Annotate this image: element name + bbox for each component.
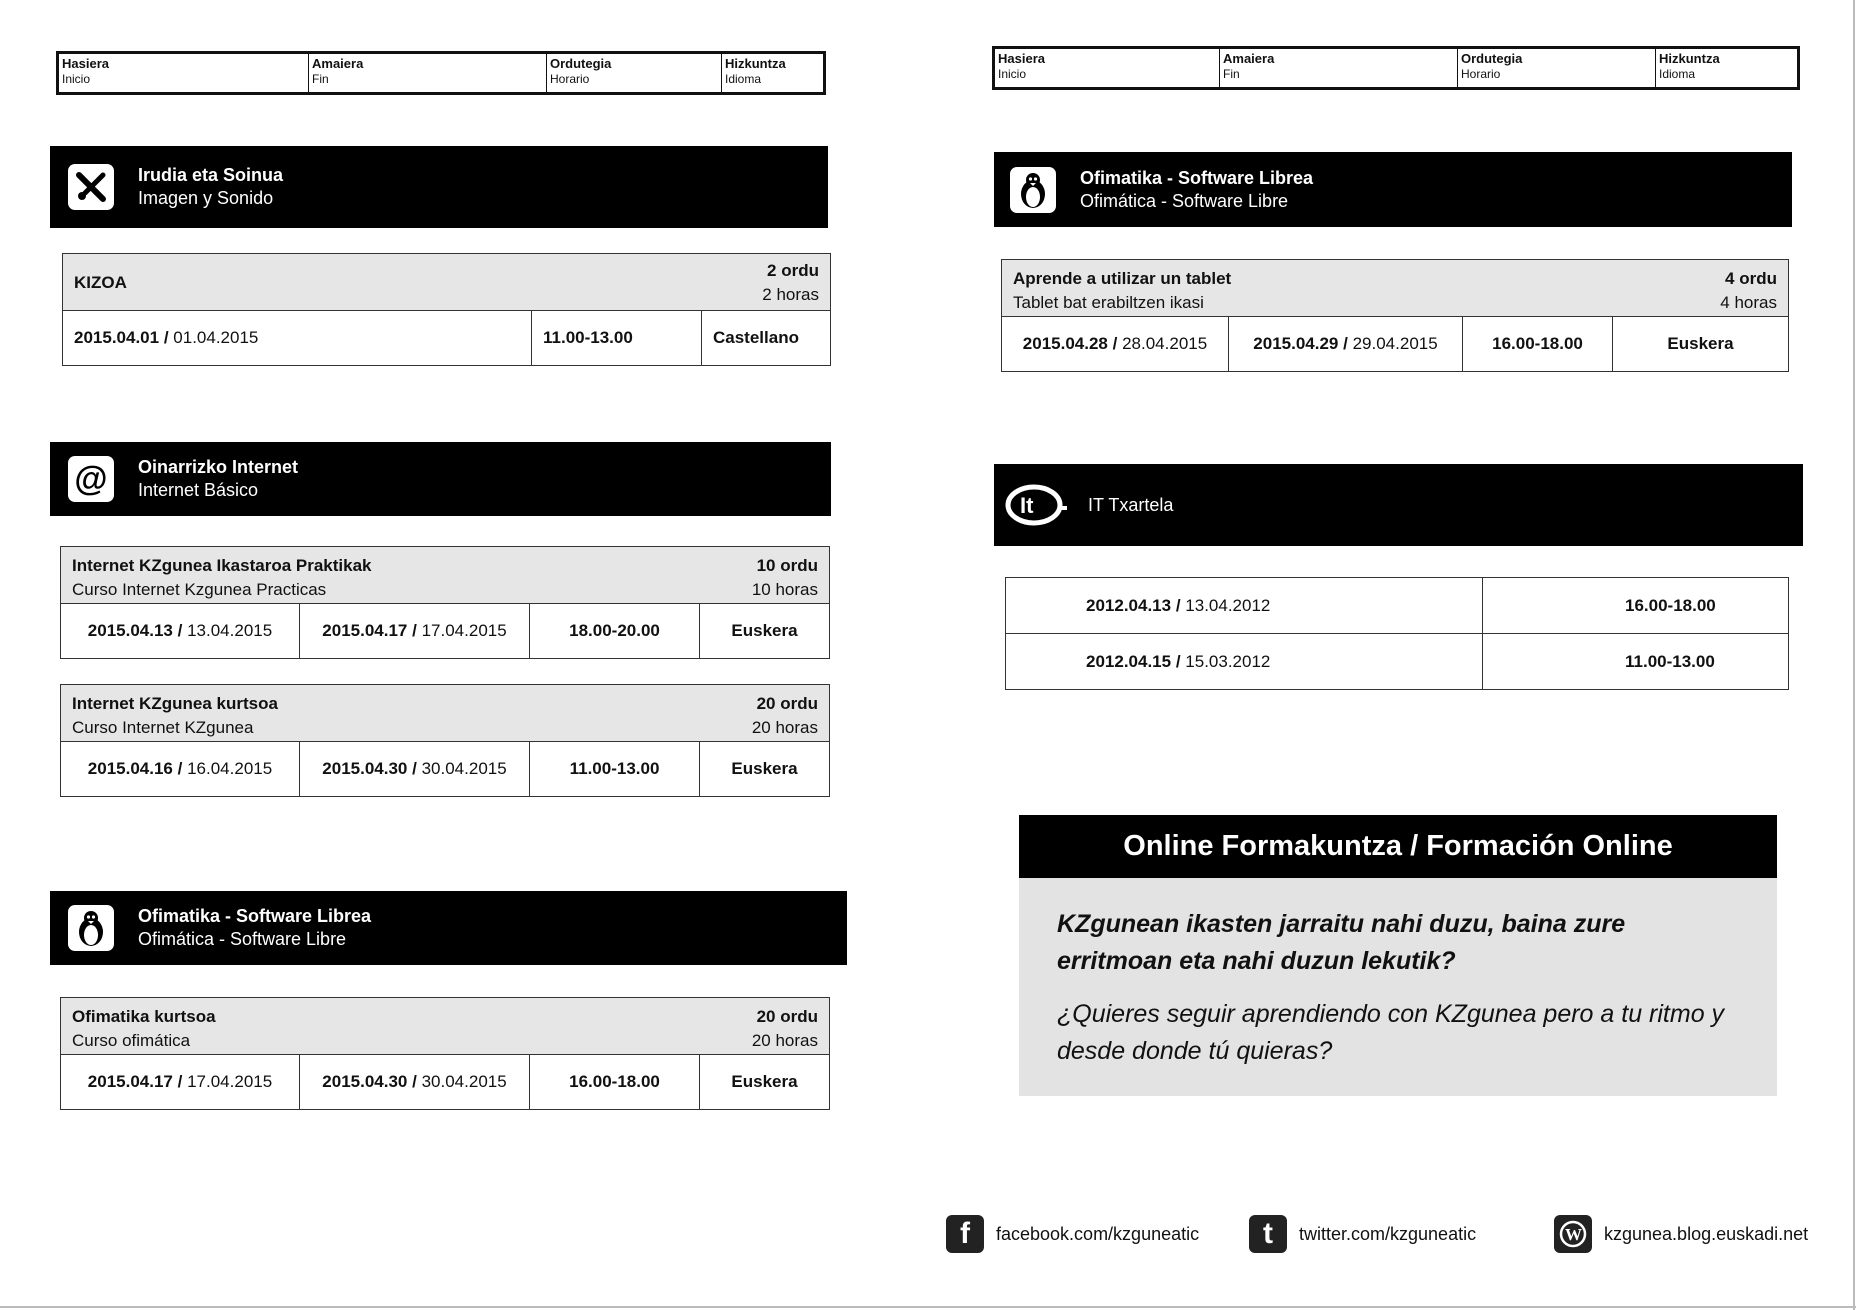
- end-date-eu: 2015.04.29: [1253, 334, 1339, 353]
- end-date-eu: 2015.04.17: [322, 621, 408, 640]
- exam-date-es: 13.04.2012: [1185, 595, 1271, 615]
- start-date-eu: 2015.04.16: [87, 759, 173, 778]
- start-date-es: 01.04.2015: [173, 328, 259, 347]
- linux-penguin-icon: [68, 905, 114, 951]
- facebook-link[interactable]: [946, 1215, 1199, 1253]
- course-language: Castellano: [701, 311, 830, 365]
- start-date-eu: 2015.04.17: [87, 1072, 173, 1091]
- it-txartela-table: [1005, 577, 1789, 690]
- end-date-es: 30.04.2015: [421, 759, 507, 778]
- date-separator: /: [1175, 595, 1181, 615]
- course-header: [61, 998, 829, 1055]
- start-date-es: 17.04.2015: [187, 1072, 273, 1091]
- date-separator: /: [177, 621, 183, 640]
- course-hours-eu: 2 ordu: [767, 261, 819, 280]
- course-hours-es: 2 horas: [762, 285, 819, 304]
- section-title-eu: Irudia eta Soinua: [138, 165, 284, 185]
- schedule-time: 11.00-13.00: [529, 742, 699, 796]
- end-date: [299, 604, 529, 658]
- legend-end: [1219, 49, 1457, 87]
- section-header-internet: [50, 442, 831, 516]
- exam-date-eu: 2012.04.13: [1086, 595, 1172, 615]
- legend-schedule: [546, 54, 721, 92]
- course-title-es: Curso Internet KZgunea: [72, 718, 254, 737]
- date-separator: /: [412, 621, 417, 640]
- course-title-es: Aprende a utilizar un tablet: [1013, 269, 1232, 288]
- end-date: [299, 1055, 529, 1109]
- course-ofimatika: [60, 997, 830, 1110]
- course-title-es: Curso Internet Kzgunea Practicas: [72, 580, 327, 599]
- legend-language: [1655, 49, 1797, 87]
- end-date-eu: 2015.04.30: [322, 759, 408, 778]
- legend-start: [995, 49, 1219, 87]
- legend-schedule-es: Horario: [550, 72, 590, 87]
- date-separator: /: [1175, 651, 1181, 671]
- page-edge-right: [1853, 0, 1855, 1310]
- start-date: [1002, 317, 1228, 371]
- section-header-image-sound: [50, 146, 828, 228]
- section-title-eu: Ofimatika - Software Librea: [1080, 167, 1314, 188]
- end-date-es: 17.04.2015: [421, 621, 507, 640]
- wordpress-icon: [1554, 1215, 1592, 1253]
- legend-end-eu: Amaiera: [1223, 51, 1275, 66]
- start-date: [61, 1055, 299, 1109]
- at-sign-icon: @: [68, 456, 114, 502]
- course-title-eu: Tablet bat erabiltzen ikasi: [1013, 293, 1204, 312]
- course-session-row: [63, 311, 830, 365]
- date-separator: /: [177, 759, 183, 778]
- course-title-es: Curso ofimática: [72, 1031, 191, 1050]
- course-tablet: [1001, 259, 1789, 372]
- date-separator: /: [412, 1072, 417, 1091]
- svg-text:It: It: [1020, 493, 1034, 518]
- date-separator: /: [163, 328, 169, 347]
- course-language: Euskera: [699, 1055, 829, 1109]
- page-edge-bottom: [0, 1306, 1856, 1308]
- section-header-it-txartela: [994, 464, 1803, 546]
- legend-end-es: Fin: [312, 72, 329, 87]
- twitter-icon: t: [1249, 1215, 1287, 1253]
- online-text-eu: KZgunean ikasten jarraitu nahi duzu, baina zure erritmoan eta nahi duzun lekutik?: [1057, 910, 1626, 975]
- end-date-es: 30.04.2015: [421, 1072, 507, 1091]
- online-text-es: ¿Quieres seguir aprendiendo con KZgunea pero a tu ritmo y desde donde tú quieras?: [1057, 1000, 1725, 1065]
- section-title-es: Ofimática - Software Libre: [138, 929, 347, 949]
- schedule-time: 16.00-18.00: [529, 1055, 699, 1109]
- course-session-row: [61, 742, 829, 796]
- course-title: KIZOA: [74, 273, 127, 292]
- section-title-es: Internet Básico: [138, 480, 259, 500]
- course-session-row: [61, 1055, 829, 1109]
- legend-language-eu: Hizkuntza: [725, 56, 786, 71]
- course-header: [1002, 260, 1788, 317]
- linux-penguin-icon: [1010, 167, 1056, 213]
- start-date-eu: 2015.04.28: [1022, 334, 1108, 353]
- section-title-eu: IT Txartela: [1088, 494, 1174, 515]
- date-separator: /: [1343, 334, 1348, 353]
- it-txartela-logo-icon: [1004, 480, 1068, 530]
- section-title: [1088, 494, 1173, 517]
- course-session-row: [1002, 317, 1788, 371]
- legend-end: [308, 54, 546, 92]
- svg-text:W: W: [1565, 1225, 1582, 1244]
- legend-schedule: [1457, 49, 1655, 87]
- section-title: [138, 164, 283, 210]
- section-title: [138, 456, 298, 502]
- online-training-box: [1019, 815, 1777, 1096]
- course-internet-kurtsoa: [60, 684, 830, 797]
- schedule-time: 11.00-13.00: [531, 311, 701, 365]
- legend-schedule-es: Horario: [1461, 67, 1501, 82]
- course-hours-es: 20 horas: [751, 718, 818, 737]
- section-title-es: Ofimática - Software Libre: [1080, 190, 1289, 211]
- course-kizoa: [62, 253, 831, 366]
- course-hours-es: 20 horas: [751, 1031, 818, 1050]
- course-hours-es: 10 horas: [751, 580, 818, 599]
- online-body: [1019, 878, 1777, 1096]
- legend-start-es: Inicio: [62, 72, 91, 87]
- legend-end-eu: Amaiera: [312, 56, 364, 71]
- legend-start-eu: Hasiera: [62, 56, 109, 71]
- schedule-time: 18.00-20.00: [529, 604, 699, 658]
- legend-end-es: Fin: [1223, 67, 1240, 82]
- legend-start-eu: Hasiera: [998, 51, 1045, 66]
- start-date: [61, 604, 299, 658]
- course-session-row: [61, 604, 829, 658]
- date-separator: /: [1112, 334, 1118, 353]
- schedule-time: 16.00-18.00: [1462, 317, 1612, 371]
- legend-schedule-eu: Ordutegia: [1461, 51, 1523, 66]
- section-title-es: Imagen y Sonido: [138, 188, 274, 208]
- column-legend-left: [56, 51, 826, 95]
- course-hours-eu: 20 ordu: [756, 1007, 818, 1026]
- start-date-eu: 2015.04.13: [87, 621, 173, 640]
- exam-date: [1006, 634, 1482, 689]
- date-separator: /: [412, 759, 417, 778]
- end-date-eu: 2015.04.30: [322, 1072, 408, 1091]
- course-language: Euskera: [699, 742, 829, 796]
- start-date-es: 13.04.2015: [187, 621, 273, 640]
- twitter-link-text[interactable]: twitter.com/kzguneatic: [1299, 1223, 1477, 1244]
- end-date-es: 29.04.2015: [1352, 334, 1438, 353]
- exam-date-es: 15.03.2012: [1185, 651, 1271, 671]
- legend-start-es: Inicio: [998, 67, 1027, 82]
- start-date-es: 28.04.2015: [1122, 334, 1208, 353]
- blog-link-text[interactable]: kzgunea.blog.euskadi.net: [1604, 1223, 1809, 1244]
- start-date-es: 16.04.2015: [187, 759, 273, 778]
- course-hours-eu: 20 ordu: [756, 694, 818, 713]
- start-date: [61, 742, 299, 796]
- legend-language-es: Idioma: [725, 72, 762, 87]
- course-title-eu: Internet KZgunea Ikastaroa Praktikak: [72, 556, 372, 575]
- section-title: [138, 905, 371, 951]
- blog-link[interactable]: [1554, 1215, 1808, 1253]
- end-date: [1228, 317, 1462, 371]
- legend-schedule-eu: Ordutegia: [550, 56, 612, 71]
- legend-start: [59, 54, 308, 92]
- section-header-office-left: [50, 891, 847, 965]
- facebook-link-text[interactable]: facebook.com/kzguneatic: [996, 1223, 1200, 1244]
- start-date-eu: 2015.04.01: [74, 328, 160, 347]
- course-hours-eu: 10 ordu: [756, 556, 818, 575]
- exam-time: 16.00-18.00: [1482, 578, 1788, 633]
- exam-date: [1006, 578, 1482, 633]
- course-hours-es: 4 horas: [1720, 293, 1777, 312]
- section-title-eu: Ofimatika - Software Librea: [138, 906, 372, 926]
- column-legend-right: [992, 46, 1800, 90]
- course-header: [63, 254, 830, 311]
- tools-icon: [68, 164, 114, 210]
- legend-language: [721, 54, 823, 92]
- exam-time: 11.00-13.00: [1482, 634, 1788, 689]
- course-language: Euskera: [1612, 317, 1788, 371]
- section-header-office-right: [994, 152, 1792, 227]
- section-title-eu: Oinarrizko Internet: [138, 457, 299, 477]
- course-title-eu: Ofimatika kurtsoa: [72, 1007, 216, 1026]
- online-title: Online Formakuntza / Formación Online: [1019, 815, 1777, 878]
- course-hours-eu: 4 ordu: [1725, 269, 1777, 288]
- course-header: [61, 685, 829, 742]
- it-row: [1006, 578, 1788, 634]
- start-date: [63, 311, 531, 365]
- it-row: [1006, 634, 1788, 689]
- course-header: [61, 547, 829, 604]
- facebook-icon: f: [946, 1215, 984, 1253]
- course-title-eu: Internet KZgunea kurtsoa: [72, 694, 278, 713]
- course-internet-practicas: [60, 546, 830, 659]
- legend-language-eu: Hizkuntza: [1659, 51, 1720, 66]
- end-date: [299, 742, 529, 796]
- twitter-link[interactable]: [1249, 1215, 1476, 1253]
- course-language: Euskera: [699, 604, 829, 658]
- section-title: [1080, 167, 1313, 213]
- date-separator: /: [177, 1072, 183, 1091]
- exam-date-eu: 2012.04.15: [1086, 651, 1172, 671]
- legend-language-es: Idioma: [1659, 67, 1696, 82]
